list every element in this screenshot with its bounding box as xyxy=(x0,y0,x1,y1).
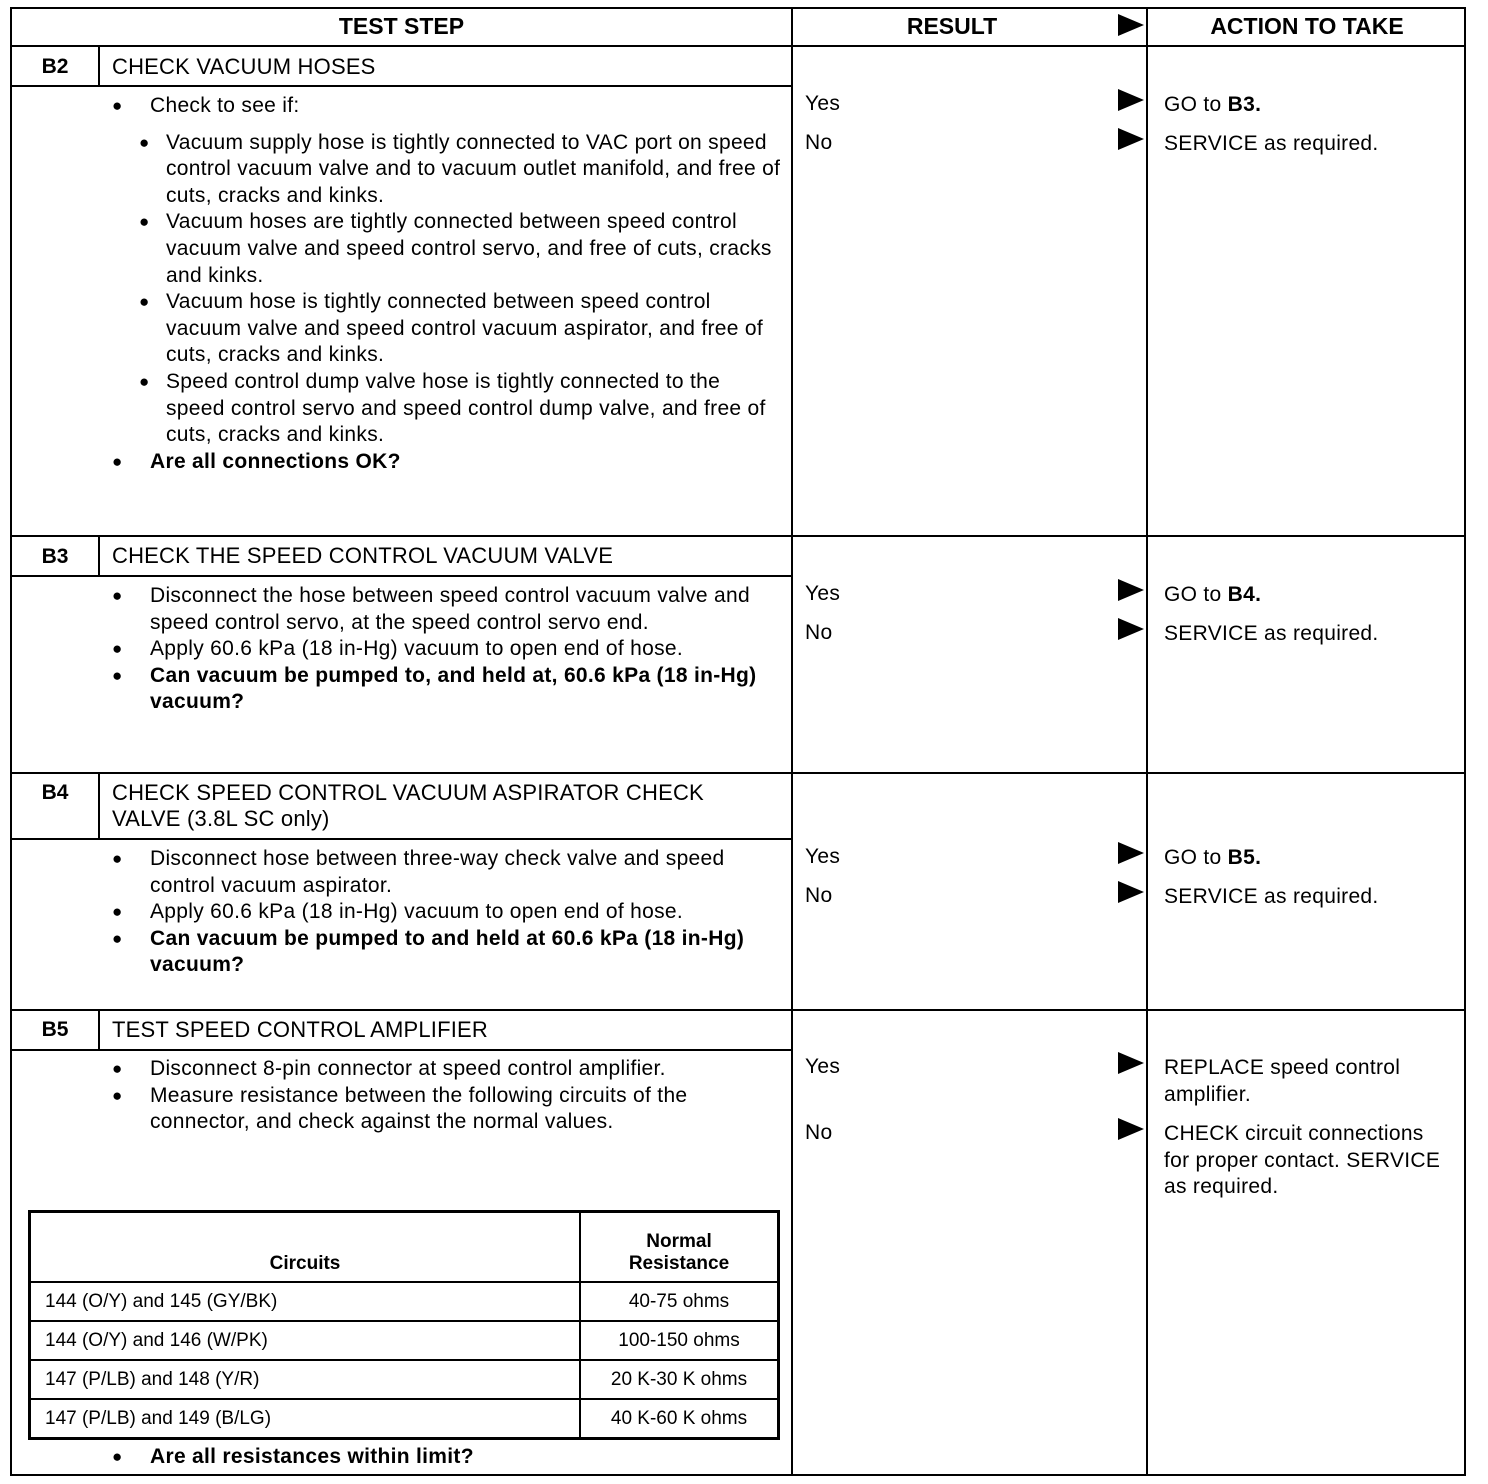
table-row xyxy=(30,1282,779,1321)
divider xyxy=(1146,9,1148,1474)
instruction-item: ● Disconnect the hose between speed control vacuum valve and speed control servo, at the speed control servo end. xyxy=(112,583,782,636)
step-instructions xyxy=(112,583,782,716)
step-id: B4 xyxy=(41,781,69,804)
arrow-icon xyxy=(1118,89,1144,111)
divider xyxy=(98,45,100,85)
result-yes: Yes xyxy=(805,1055,841,1078)
divider xyxy=(12,535,1464,537)
sub-instruction-item: ● Speed control dump valve hose is tightly connected to the speed control servo and speed control dump valve, and free of cuts, cracks and kinks. xyxy=(139,369,782,449)
action-no: CHECK circuit connections for proper contact. SERVICE as required. xyxy=(1164,1122,1441,1199)
cell-circuits: 144 (O/Y) and 145 (GY/BK) xyxy=(30,1282,581,1321)
step-id: B3 xyxy=(41,545,69,568)
divider xyxy=(98,1009,100,1049)
arrow-icon xyxy=(1118,842,1144,864)
divider xyxy=(12,772,1464,774)
divider xyxy=(791,9,793,1474)
divider xyxy=(12,1009,1464,1011)
step-title: CHECK THE SPEED CONTROL VACUUM VALVE xyxy=(112,543,614,568)
header-result: RESULT xyxy=(906,13,998,39)
sub-instruction-item: ● Vacuum hoses are tightly connected between speed control vacuum valve and speed control servo, and free of cuts, cracks and kinks. xyxy=(139,209,782,289)
arrow-icon xyxy=(1118,14,1144,36)
instruction-question: ● Can vacuum be pumped to, and held at, 60.6 kPa (18 in-Hg) vacuum? xyxy=(112,663,782,716)
step-title: CHECK SPEED CONTROL VACUUM ASPIRATOR CHECK VALVE (3.8L SC only) xyxy=(112,780,704,831)
arrow-icon xyxy=(1118,881,1144,903)
result-no: No xyxy=(805,131,833,154)
step-id: B5 xyxy=(41,1018,69,1041)
result-yes: Yes xyxy=(805,92,841,115)
action-no: SERVICE as required. xyxy=(1164,885,1379,908)
instruction-question: ● Are all connections OK? xyxy=(112,449,782,476)
cell-circuits: 144 (O/Y) and 146 (W/PK) xyxy=(30,1321,581,1360)
arrow-icon xyxy=(1118,579,1144,601)
step-instructions xyxy=(112,93,782,475)
result-no: No xyxy=(805,1121,833,1144)
instruction-item: ● Apply 60.6 kPa (18 in-Hg) vacuum to open end of hose. xyxy=(112,636,782,663)
divider xyxy=(12,85,791,87)
result-no: No xyxy=(805,621,833,644)
action-no: SERVICE as required. xyxy=(1164,622,1379,645)
divider xyxy=(12,838,791,840)
result-yes: Yes xyxy=(805,845,841,868)
cell-resistance: 40-75 ohms xyxy=(580,1282,779,1321)
step-title: TEST SPEED CONTROL AMPLIFIER xyxy=(112,1017,489,1042)
divider xyxy=(98,772,100,838)
column-header-resistance: Normal Resistance xyxy=(580,1212,779,1283)
action-yes: GO to B3. xyxy=(1164,93,1262,116)
step-question xyxy=(112,1444,782,1471)
resistance-table xyxy=(28,1210,780,1440)
action-yes: REPLACE speed control amplifier. xyxy=(1164,1056,1401,1106)
divider xyxy=(12,1049,791,1051)
cell-circuits: 147 (P/LB) and 149 (B/LG) xyxy=(30,1399,581,1439)
cell-resistance: 40 K-60 K ohms xyxy=(580,1399,779,1439)
instruction-item: ● Apply 60.6 kPa (18 in-Hg) vacuum to open end of hose. xyxy=(112,899,782,926)
action-no: SERVICE as required. xyxy=(1164,132,1379,155)
diagnostic-table xyxy=(10,7,1466,1476)
cell-circuits: 147 (P/LB) and 148 (Y/R) xyxy=(30,1360,581,1399)
header-action: ACTION TO TAKE xyxy=(1210,13,1404,39)
instruction-question: ● Are all resistances within limit? xyxy=(112,1444,782,1471)
table-row xyxy=(30,1321,779,1360)
divider xyxy=(12,45,1464,47)
sub-instruction-item: ● Vacuum supply hose is tightly connected to VAC port on speed control vacuum valve and to vacuum outlet manifold, and free of cuts, cracks and kinks. xyxy=(139,130,782,210)
column-header-circuits: Circuits xyxy=(30,1212,581,1283)
table-row xyxy=(30,1399,779,1439)
instruction-item: ● Disconnect 8-pin connector at speed control amplifier. xyxy=(112,1056,782,1083)
step-instructions xyxy=(112,846,782,979)
instruction-item: ● Check to see if: ● Vacuum supply hose is tightly connected to VAC port on speed control vacuum valve and to vacuum outlet manifold, and free of cuts, cracks and kinks. ● Vacuum hoses are tightly connected between speed control vacuum valve and speed control servo, and free of cuts, cracks and kinks. ● Vacuum hose is tightly connected between speed control vacuum valve and speed control vacuum aspirator, and free of cuts, cracks and kinks. ● Speed control dump valve hose is tightly connected to the speed control servo and speed control dump valve, and free of cuts, cracks and kinks. xyxy=(112,93,782,449)
action-yes: GO to B4. xyxy=(1164,583,1262,606)
divider xyxy=(98,535,100,575)
cell-resistance: 20 K-30 K ohms xyxy=(580,1360,779,1399)
step-title: CHECK VACUUM HOSES xyxy=(112,54,376,79)
arrow-icon xyxy=(1118,128,1144,150)
step-id: B2 xyxy=(41,55,69,78)
sub-instruction-item: ● Vacuum hose is tightly connected between speed control vacuum valve and speed control vacuum aspirator, and free of cuts, cracks and kinks. xyxy=(139,289,782,369)
divider xyxy=(12,575,791,577)
header-test-step: TEST STEP xyxy=(338,13,465,39)
action-yes: GO to B5. xyxy=(1164,846,1262,869)
instruction-question: ● Can vacuum be pumped to and held at 60.6 kPa (18 in-Hg) vacuum? xyxy=(112,926,782,979)
step-instructions xyxy=(112,1056,782,1136)
arrow-icon xyxy=(1118,1118,1144,1140)
table-row xyxy=(30,1360,779,1399)
instruction-item: ● Measure resistance between the following circuits of the connector, and check against the normal values. xyxy=(112,1083,782,1136)
result-no: No xyxy=(805,884,833,907)
cell-resistance: 100-150 ohms xyxy=(580,1321,779,1360)
arrow-icon xyxy=(1118,1052,1144,1074)
result-yes: Yes xyxy=(805,582,841,605)
instruction-item: ● Disconnect hose between three-way check valve and speed control vacuum aspirator. xyxy=(112,846,782,899)
arrow-icon xyxy=(1118,618,1144,640)
